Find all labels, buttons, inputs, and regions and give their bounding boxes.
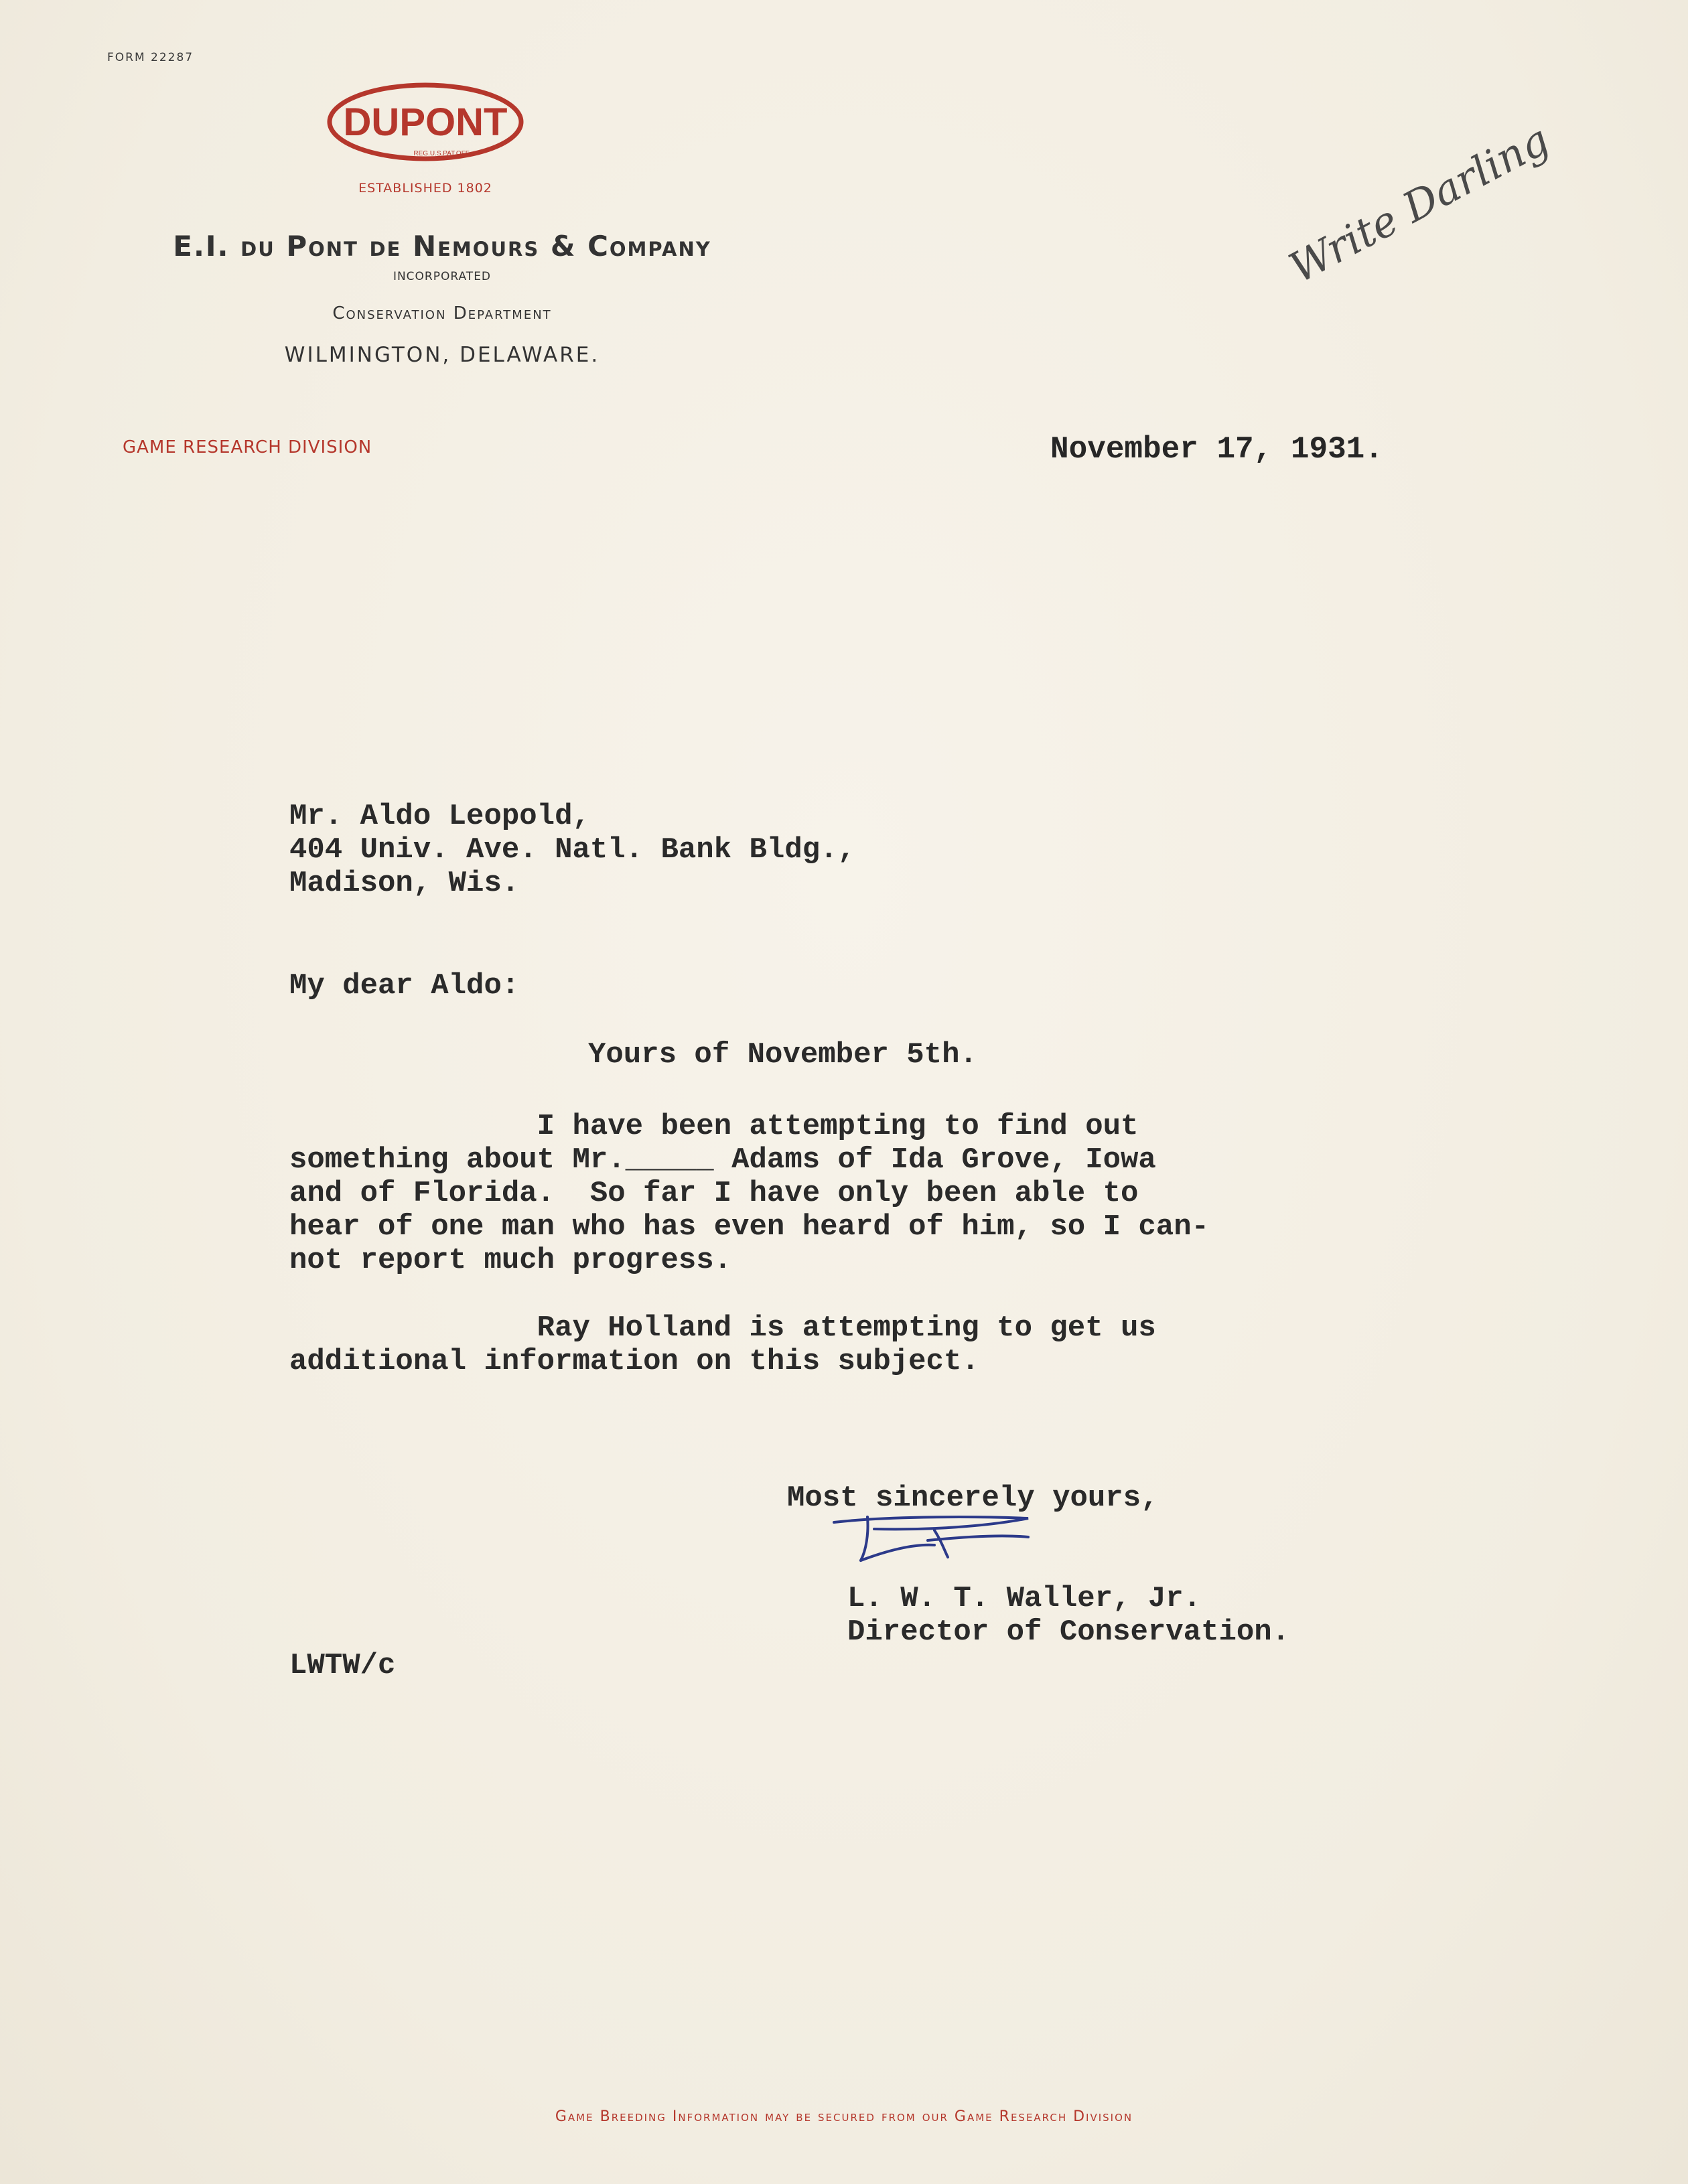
division-label: GAME RESEARCH DIVISION xyxy=(123,437,372,457)
handwritten-note: Write Darling xyxy=(1281,115,1557,293)
paragraph-2: Ray Holland is attempting to get us additional information on this subject. xyxy=(289,1311,1156,1378)
signer-block: L. W. T. Waller, Jr. Director of Conservation. xyxy=(847,1582,1290,1649)
logo-text: DUPONT xyxy=(343,100,508,144)
recipient-address: Mr. Aldo Leopold, 404 Univ. Ave. Natl. Bank Bldg., Madison, Wis. xyxy=(289,800,855,900)
footer-note: Game Breeding Information may be secured from our Game Research Division xyxy=(555,2108,1133,2125)
paragraph-1: I have been attempting to find out something about Mr._____ Adams of Ida Grove, Iowa and of Florida. So far I have only been able to hear of one man who has even heard of him, so I can- not report much progress. xyxy=(289,1110,1210,1277)
signature-mark xyxy=(827,1504,1042,1577)
incorporated-line: INCORPORATED xyxy=(393,270,492,283)
city-line: WILMINGTON, DELAWARE. xyxy=(284,343,600,367)
salutation: My dear Aldo: xyxy=(289,969,520,1003)
company-name: E.I. du Pont de Nemours & Company xyxy=(173,230,711,263)
department-line: Conservation Department xyxy=(332,303,552,323)
logo-subtext: REG.U.S.PAT.OFF. xyxy=(413,150,471,157)
reference-line: Yours of November 5th. xyxy=(588,1038,977,1072)
letter-date: November 17, 1931. xyxy=(1050,432,1383,467)
established-line: ESTABLISHED 1802 xyxy=(358,181,492,196)
dupont-logo xyxy=(325,80,526,174)
form-number: FORM 22287 xyxy=(107,51,194,64)
closing: Most sincerely yours, xyxy=(787,1481,1159,1515)
typist-initials: LWTW/c xyxy=(289,1649,396,1682)
